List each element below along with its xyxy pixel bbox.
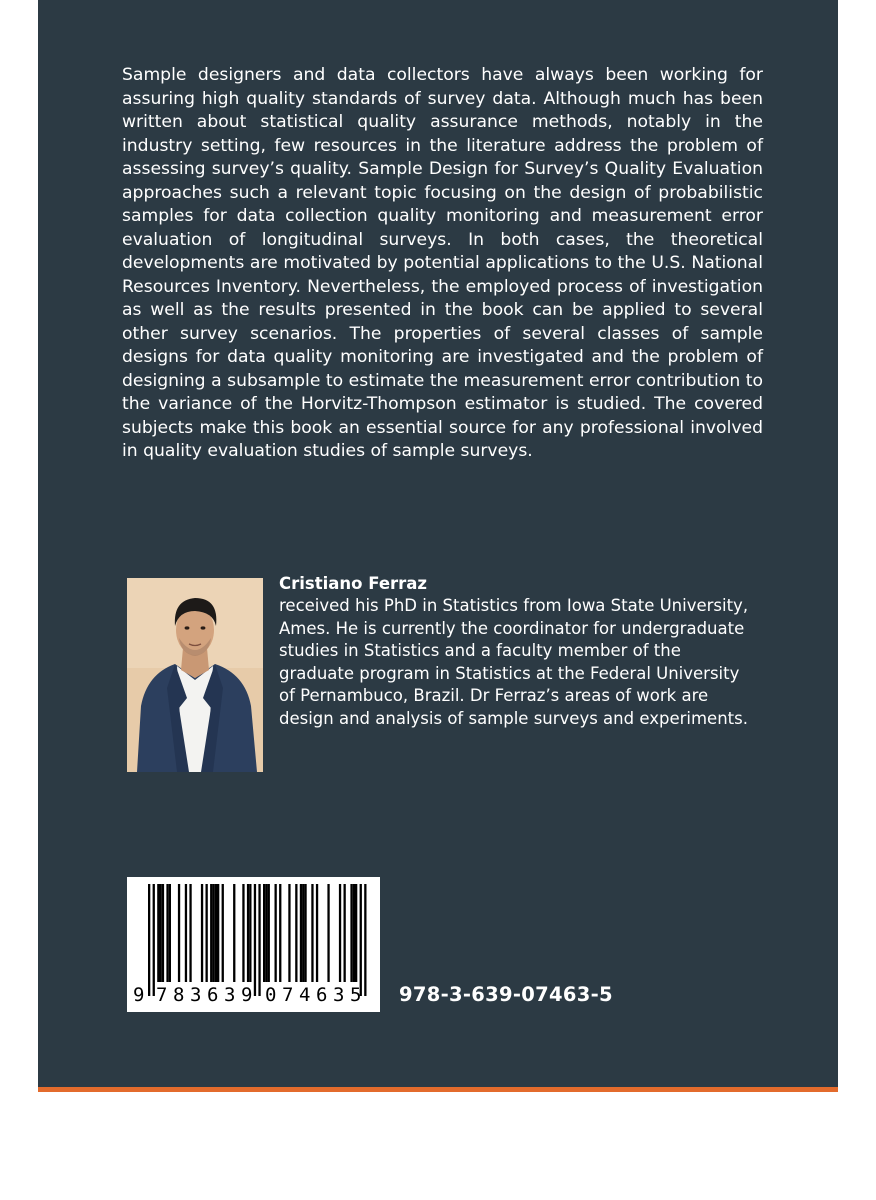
barcode-bar [263, 884, 265, 982]
author-section [279, 573, 769, 730]
barcode-digit: 3 [190, 984, 202, 1006]
barcode-bar [242, 884, 244, 982]
barcode-bar [169, 884, 171, 982]
barcode-bar [300, 884, 302, 982]
barcode-digit: 7 [282, 984, 294, 1006]
barcode-digit: 6 [316, 984, 328, 1006]
isbn-number: 978-3-639-07463-5 [399, 983, 613, 1006]
barcode-bar [247, 884, 249, 982]
barcode-bar [350, 884, 352, 982]
barcode-bar [288, 884, 290, 982]
barcode-digit: 0 [265, 984, 277, 1006]
barcode-bar [249, 884, 251, 982]
barcode-bar [254, 884, 256, 996]
barcode-bar [302, 884, 304, 982]
barcode-digit: 6 [207, 984, 219, 1006]
barcode-digit: 5 [350, 984, 362, 1006]
author-photo [127, 578, 263, 772]
barcode-bar [339, 884, 341, 982]
barcode-bar [217, 884, 219, 982]
barcode-digit: 3 [333, 984, 345, 1006]
barcode-bar [364, 884, 366, 996]
barcode-digit: 4 [299, 984, 311, 1006]
barcode-bar [258, 884, 260, 996]
author-name: Cristiano Ferraz [279, 574, 428, 593]
barcode-bar [162, 884, 164, 982]
barcode-bar [344, 884, 346, 982]
barcode-bar [355, 884, 357, 982]
barcode-bar [265, 884, 267, 982]
barcode-bar [160, 884, 162, 982]
barcode-bar [268, 884, 270, 982]
barcode-digit: 7 [156, 984, 168, 1006]
barcode-bar [157, 884, 159, 982]
barcode-bar [148, 884, 150, 996]
barcode-bar [279, 884, 281, 982]
barcode-bar [178, 884, 180, 982]
barcode-digit: 3 [224, 984, 236, 1006]
barcode-bar [212, 884, 214, 982]
barcode-bar [233, 884, 235, 982]
orange-accent-line [38, 1087, 838, 1092]
barcode-bar [295, 884, 297, 982]
barcode-bar [201, 884, 203, 982]
barcode-bar [222, 884, 224, 982]
barcode-bar [206, 884, 208, 982]
book-blurb: Sample designers and data collectors have always been working for assuring high quality standards of survey data. Although much has been written about statistical quality assurance methods, notably in the industry setting, few resources in the literature address the problem of assessing survey’s quality. Sample Design for Survey’s Quality Evaluation approaches such a relevant topic focusing on the design of probabilistic samples for data collection quality monitoring and measurement error evaluation of longitudinal surveys. In both cases, the theoretical developments are motivated by potential applications to the U.S. National Resources Inventory. Nevertheless, the employed process of investigation as well as the results presented in the book can be applied to several other survey scenarios. The properties of several classes of sample designs for data quality monitoring are investigated and the problem of designing a subsample to estimate the measurement error contribution to the variance of the Horvitz-Thompson estimator is studied. The covered subjects make this book an essential source for any professional involved in quality evaluation studies of sample surveys. [122, 65, 763, 461]
barcode-bar [275, 884, 277, 982]
barcode-bar [316, 884, 318, 982]
barcode-bar [210, 884, 212, 982]
author-bio: received his PhD in Statistics from Iowa State University, Ames. He is currently the coordinator for undergraduate studies in Statistics and a faculty member of the graduate program in Statistics at the Federal University of Pernambuco, Brazil. Dr Ferraz’s areas of work are design and analysis of sample surveys and experiments. [279, 596, 749, 728]
barcode-digit: 9 [241, 984, 253, 1006]
barcode-bar [360, 884, 362, 996]
barcode-bar [353, 884, 355, 982]
barcode-bar [153, 884, 155, 996]
barcode-bar [215, 884, 217, 982]
barcode-bar [185, 884, 187, 982]
barcode-digit: 8 [173, 984, 185, 1006]
isbn-barcode [127, 877, 380, 1012]
barcode-bar [304, 884, 306, 982]
barcode-bar [166, 884, 168, 982]
barcode-digit: 9 [133, 984, 145, 1006]
barcode-bar [189, 884, 191, 982]
barcode-bar [327, 884, 329, 982]
barcode-bar [311, 884, 313, 982]
barcode-digits [127, 981, 380, 1009]
